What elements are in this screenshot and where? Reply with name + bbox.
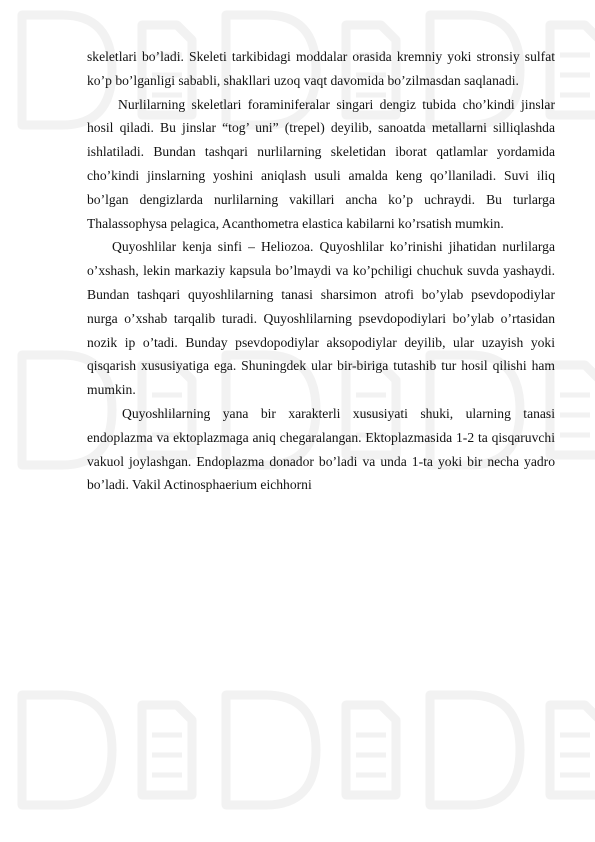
paragraph-skeleton-preservation: skeletlari bo’ladi. Skeleti tarkibidagi moddalar orasida kremniy yoki stronsiy sulfat ko’p bo’lganligi sababli, shakllari uzoq vaqt davomida bo’zilmasdan saqlanadi. (87, 49, 555, 88)
paragraph-heliozoa-subclass: Quyoshlilar kenja sinfi – Heliozoa. Quyoshlilar ko’rinishi jihatidan nurlilarga o’xshash, lekin markaziy kapsula bo’lmaydi va ko’pchiligi chuchuk suvda yashaydi. Bundan tashqari quyoshlilarning tanasi sharsimon atrofi bo’ylab psevdopodiylar nurga o’xshab tarqalib turadi. Quyoshlilarning psevdopodiylari bo’ylab o’rtasidan nozik ip o’tadi. Bunday psevdopodiylar aksopodiylar deyilib, ular uzayish yoki qisqarish xususiyatiga ega. Shuningdek ular bir-biriga tutashib tur hosil qilishi ham mumkin. (87, 239, 555, 398)
document-body (87, 45, 555, 497)
paragraph-heliozoa-features: Quyoshlilarning yana bir xarakterli xususiyati shuki, ularning tanasi endoplazma va ektoplazmaga aniq chegaralangan. Ektoplazmasida 1-2 ta qisqaruvchi vakuol joylashgan. Endoplazma donador bo’ladi va unda 1-ta yoki bir necha yadro bo’ladi. Vakil Actinosphaerium eichhorni (87, 405, 555, 493)
paragraph-radiolaria-sediments: Nurlilarning skeletlari foraminiferalar singari dengiz tubida cho’kindi jinslar hosil qiladi. Bu jinslar “tog’ uni” (trepel) deyilib, sanoatda metallarni silliqlashda ishlatiladi. Bundan tashqari nurlilarning skeletidan iborat qatlamlar yordamida cho’kindi jinslarning yoshini aniqlash usuli amalda keng qo’llaniladi. Suvi iliq bo’lgan dengizlarda nurlilarning vakillari ancha ko’p uchraydi. Bu turlarga Thalassophysa pelagica, Acanthometra elastica kabilarni ko’rsatish mumkin. (87, 96, 555, 231)
